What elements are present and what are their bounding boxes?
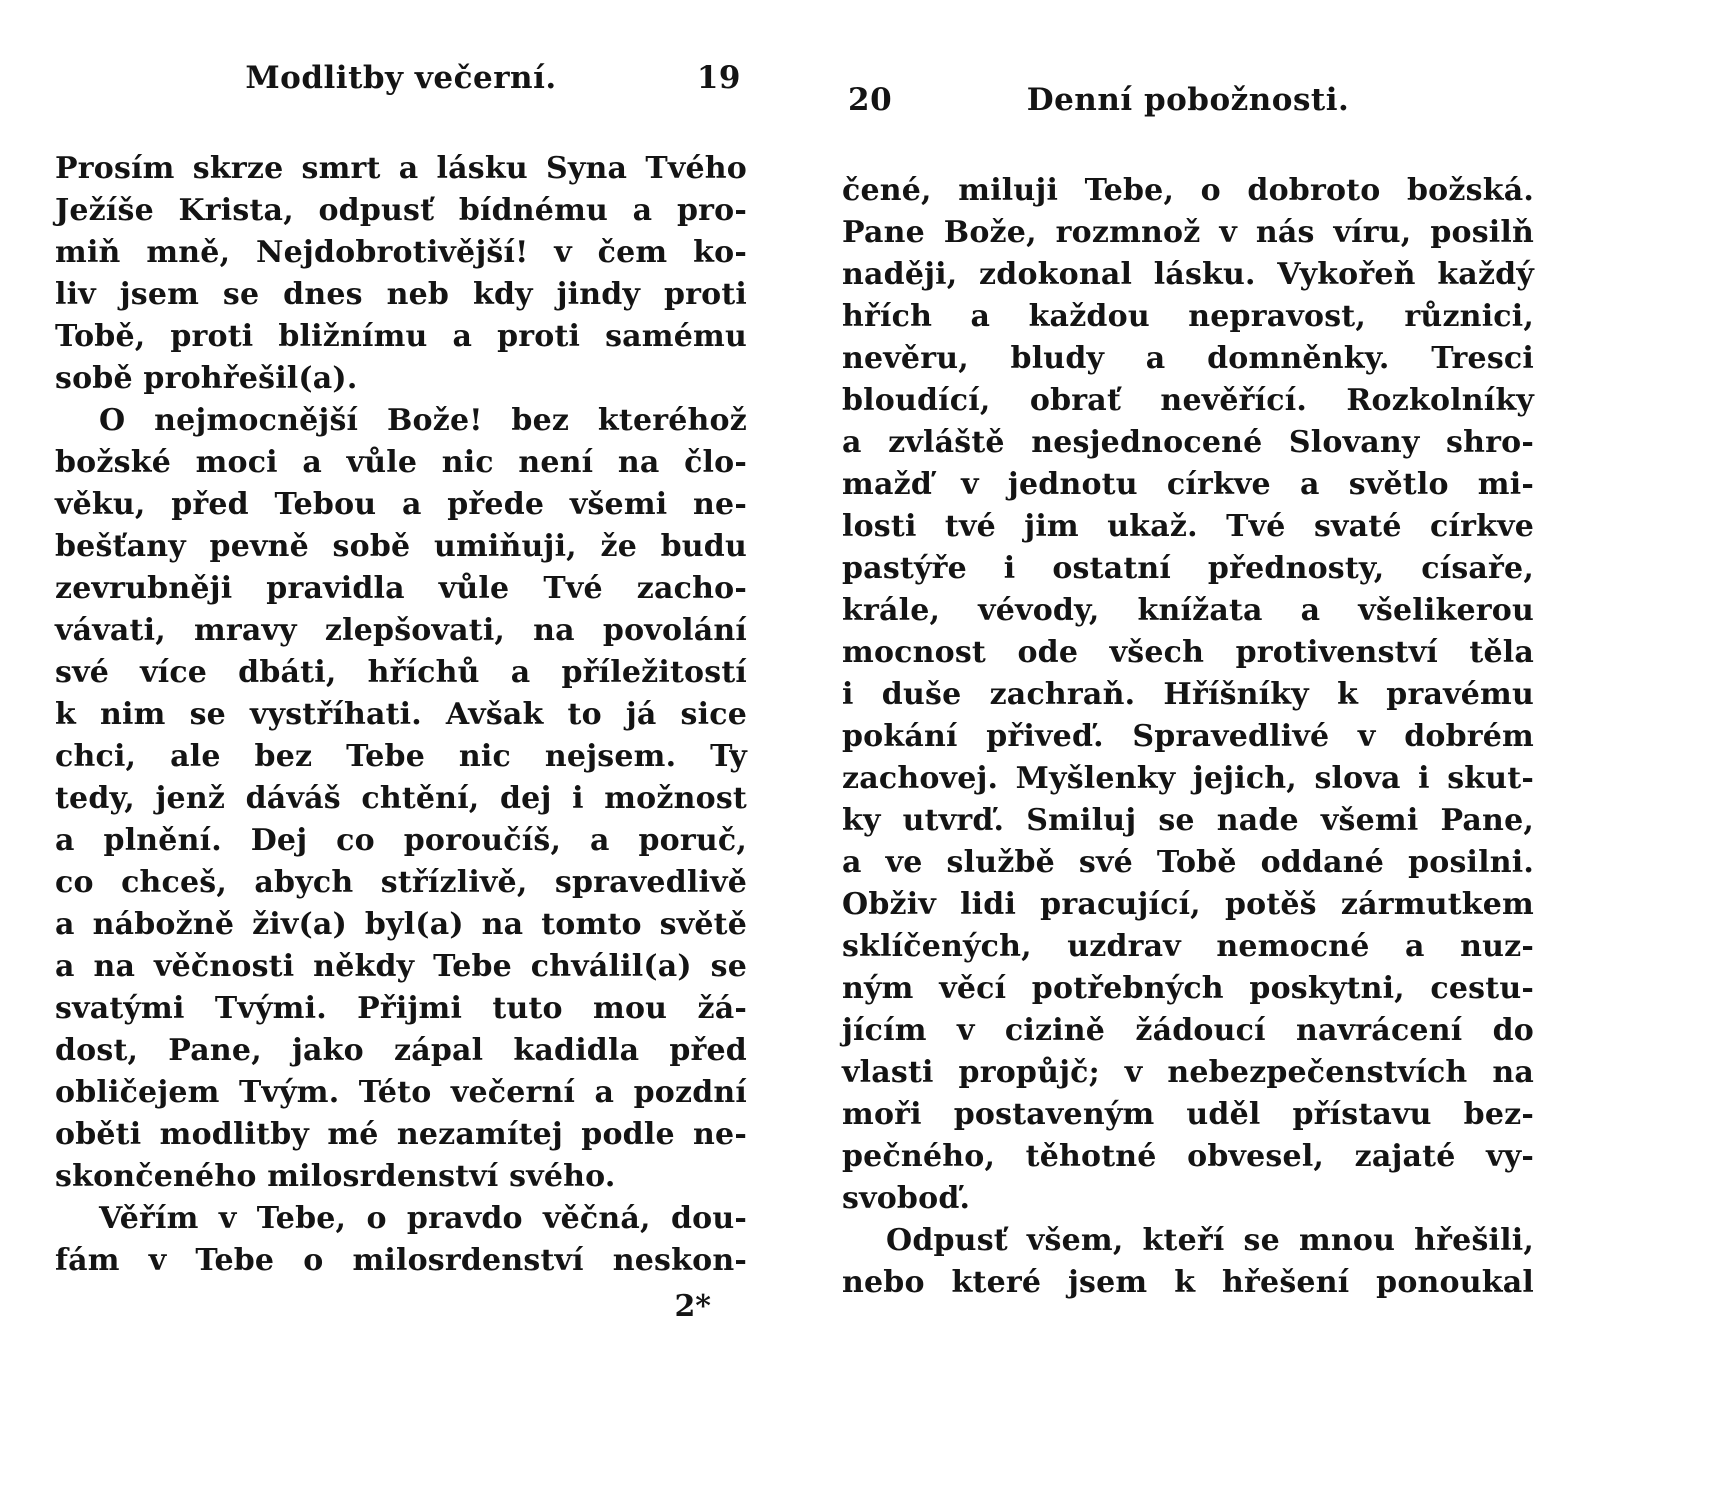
paragraph [55, 148, 747, 400]
page-number: 20 [848, 82, 893, 118]
text-line: zachovej. Myšlenky jejich, slova i skut- [842, 761, 1534, 796]
text-line: co chceš, abych střízlivě, spravedlivě [55, 865, 747, 900]
paragraph [55, 1198, 747, 1282]
text-line: Ježíše Krista, odpusť bídnému a pro- [55, 193, 747, 228]
page-left [55, 0, 747, 1328]
text-line: Věřím v Tebe, o pravdo věčná, dou- [99, 1201, 747, 1236]
text-line: sklíčených, uzdrav nemocné a nuz- [842, 929, 1534, 964]
text-line: naději, zdokonal lásku. Vykořeň každý [842, 257, 1534, 292]
page-header-title: Modlitby večerní. [245, 60, 557, 96]
paragraph [842, 1220, 1534, 1304]
text-line: chci, ale bez Tebe nic nejsem. Ty [55, 739, 747, 774]
text-line: miň mně, Nejdobrotivější! v čem ko- [55, 235, 747, 270]
page-header [842, 80, 1534, 120]
text-line: ky utvrď. Smiluj se nade všemi Pane, [842, 803, 1534, 838]
text-line: hřích a každou nepravost, různici, [842, 299, 1534, 334]
text-line: oběti modlitby mé nezamítej podle ne- [55, 1117, 747, 1152]
text-line: pokání přiveď. Spravedlivé v dobrém [842, 719, 1534, 754]
text-line: věku, před Tebou a přede všemi ne- [55, 487, 747, 522]
text-line: k nim se vystříhati. Avšak to já sice [55, 697, 747, 732]
page-body [55, 148, 747, 1282]
page-header [55, 58, 747, 98]
text-line: mažď v jednotu církve a světlo mi- [842, 467, 1534, 502]
text-line: Odpusť všem, kteří se mnou hřešili, [886, 1223, 1534, 1258]
text-line: dost, Pane, jako zápal kadidla před [55, 1033, 747, 1068]
text-line: svoboď. [842, 1181, 971, 1216]
text-line: a plnění. Dej co poroučíš, a poruč, [55, 823, 747, 858]
text-line: tedy, jenž dáváš chtění, dej i možnost [55, 781, 747, 816]
text-line: krále, vévody, knížata a všelikerou [842, 593, 1534, 628]
text-line: božské moci a vůle nic není na člo- [55, 445, 747, 480]
text-line: a na věčnosti někdy Tebe chválil(a) se [55, 949, 747, 984]
text-line: skončeného milosrdenství svého. [55, 1159, 616, 1194]
text-line: losti tvé jim ukaž. Tvé svaté církve [842, 509, 1534, 544]
paragraph [55, 400, 747, 1198]
text-line: vávati, mravy zlepšovati, na povolání [55, 613, 747, 648]
signature-mark: 2* [674, 1289, 711, 1324]
page-number: 19 [696, 60, 741, 96]
text-line: čené, miluji Tebe, o dobroto božská. [842, 173, 1534, 208]
paragraph [842, 170, 1534, 1220]
text-line: pastýře i ostatní přednosty, císaře, [842, 551, 1534, 586]
text-line: mocnost ode všech protivenství těla [842, 635, 1534, 670]
text-line: bešťany pevně sobě umiňuji, že budu [55, 529, 747, 564]
text-line: moři postaveným uděl přístavu bez- [842, 1097, 1534, 1132]
text-line: O nejmocnější Bože! bez kteréhož [99, 403, 747, 438]
text-line: pečného, těhotné obvesel, zajaté vy- [842, 1139, 1534, 1174]
text-line: nebo které jsem k hřešení ponoukal [842, 1265, 1534, 1300]
text-line: své více dbáti, hříchů a příležitostí [55, 655, 747, 690]
text-line: Obživ lidi pracující, potěš zármutkem [842, 887, 1534, 922]
text-line: sobě prohřešil(a). [55, 361, 358, 396]
text-line: Prosím skrze smrt a lásku Syna Tvého [55, 151, 747, 186]
page-body [842, 170, 1534, 1304]
text-line: nevěru, bludy a domněnky. Tresci [842, 341, 1534, 376]
text-line: svatými Tvými. Přijmi tuto mou žá- [55, 991, 747, 1026]
text-line: liv jsem se dnes neb kdy jindy proti [55, 277, 747, 312]
page-header-title: Denní pobožnosti. [1026, 82, 1350, 118]
text-line: a ve službě své Tobě oddané posilni. [842, 845, 1534, 880]
text-line: ným věcí potřebných poskytni, cestu- [842, 971, 1534, 1006]
text-line: a nábožně živ(a) byl(a) na tomto světě [55, 907, 747, 942]
page-right [842, 0, 1534, 1304]
text-line: zevrubněji pravidla vůle Tvé zacho- [55, 571, 747, 606]
text-line: fám v Tebe o milosrdenství neskon- [55, 1243, 747, 1278]
text-line: obličejem Tvým. Této večerní a pozdní [55, 1075, 747, 1110]
text-line: Tobě, proti bližnímu a proti samému [55, 319, 747, 354]
text-line: jícím v cizině žádoucí navrácení do [842, 1013, 1534, 1048]
text-line: Pane Bože, rozmnož v nás víru, posilň [842, 215, 1534, 250]
text-line: vlasti propůjč; v nebezpečenstvích na [842, 1055, 1534, 1090]
text-line: a zvláště nesjednocené Slovany shro- [842, 425, 1534, 460]
text-line: bloudící, obrať nevěřící. Rozkolníky [842, 383, 1534, 418]
text-line: i duše zachraň. Hříšníky k pravému [842, 677, 1534, 712]
